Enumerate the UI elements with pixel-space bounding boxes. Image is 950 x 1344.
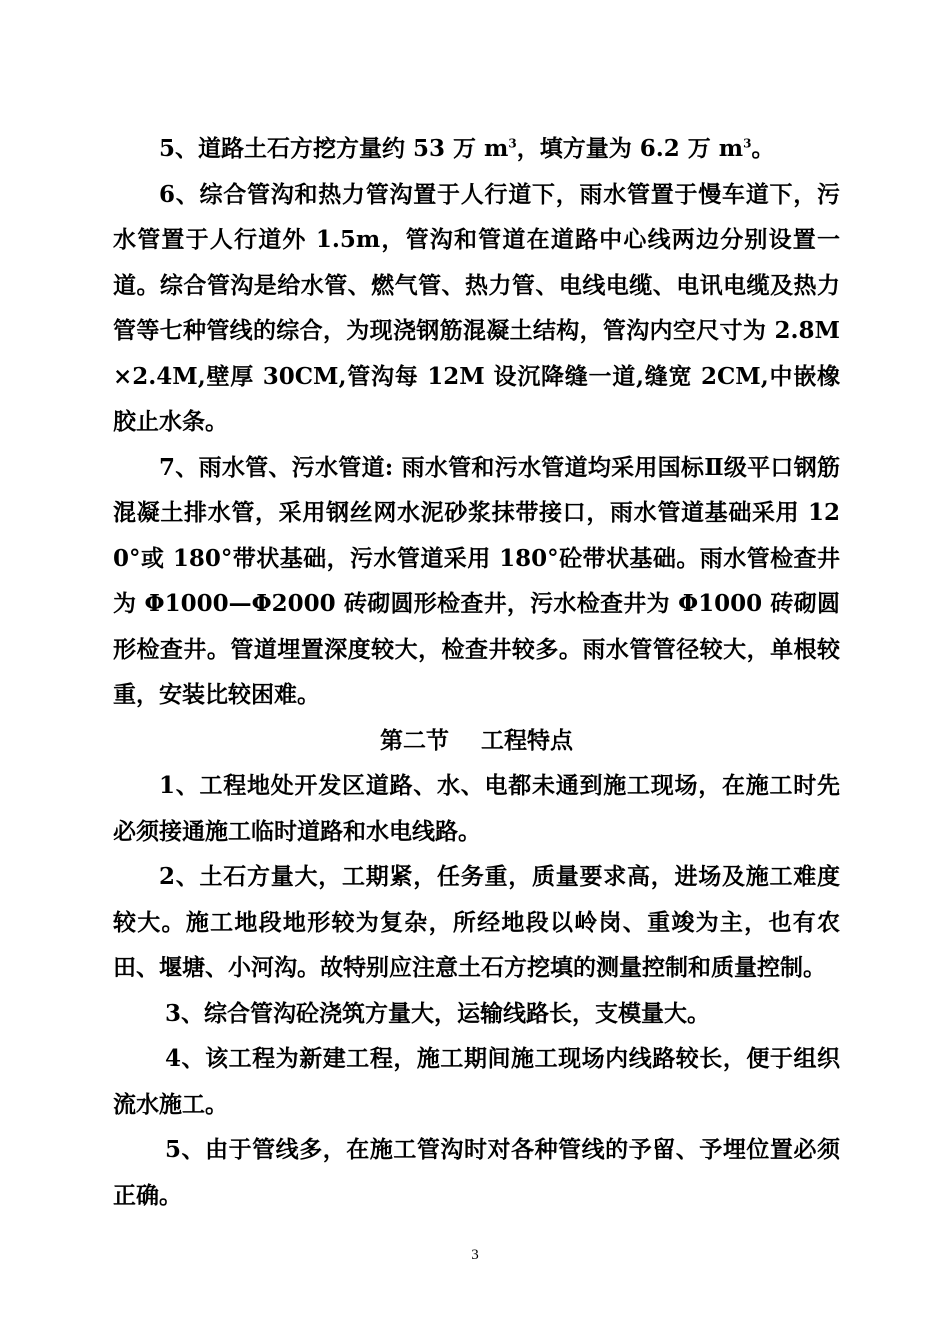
superscript-3-second: 3 [743, 136, 752, 151]
page-number: 3 [471, 1247, 479, 1263]
feature-item-3: 3、综合管沟砼浇筑方量大，运输线路长，支模量大。 [165, 999, 711, 1027]
paragraph-drainage-pipes: 7、雨水管、污水管道: 雨水管和污水管道均采用国标Ⅱ级平口钢筋混凝土排水管，采用钢丝网水泥砂浆抹带接口，雨水管道基础采用 120°或 180°带状基础，污水管道采用 180°砼带状基础。雨水管检查井为 Φ1000—Φ2000 砖砌圆形检查井，污水检查井为 Φ1000 砖砌圆形检查井。管道埋置深度较大，检查井较多。雨水管管径较大，单根较重，安装比较困难。 [113, 453, 840, 708]
paragraph-utility-trench: 6、综合管沟和热力管沟置于人行道下，雨水管置于慢车道下，污水管置于人行道外 1.5m，管沟和管道在道路中心线两边分别设置一道。综合管沟是给水管、燃气管、热力管、电线电缆、电讯电缆及热力管等七种管线的综合，为现浇钢筋混凝土结构，管沟内空尺寸为 2.8M×2.4M,壁厚 30CM,管沟每 12M 设沉降缝一道,缝宽 2CM,中嵌橡胶止水条。 [113, 180, 840, 435]
feature-item-1: 1、工程地处开发区道路、水、电都未通到施工现场，在施工时先必须接通施工临时道路和水电线路。 [113, 772, 840, 845]
earthwork-text-3: 。 [751, 135, 775, 162]
feature-item-5: 5、由于管线多，在施工管沟时对各种管线的予留、予埋位置必须正确。 [113, 1136, 840, 1209]
section-title: 第二节 工程特点 [379, 726, 574, 754]
feature-item-4: 4、该工程为新建工程，施工期间施工现场内线路较长，便于组织流水施工。 [113, 1045, 840, 1118]
page-content [113, 126, 840, 1218]
earthwork-text-1: 5、道路土石方挖方量约 53 万 m [159, 135, 509, 162]
paragraph-earthwork-volume [113, 126, 840, 172]
feature-item-2: 2、土石方量大，工期紧，任务重，质量要求高，进场及施工难度较大。施工地段地形较为复杂，所经地段以岭岗、重竣为主，也有农田、堰塘、小河沟。故特别应注意土石方挖填的测量控制和质量控制。 [113, 863, 840, 981]
superscript-3: 3 [508, 136, 517, 151]
earthwork-text-2: ，填方量为 6.2 万 m [516, 135, 744, 162]
